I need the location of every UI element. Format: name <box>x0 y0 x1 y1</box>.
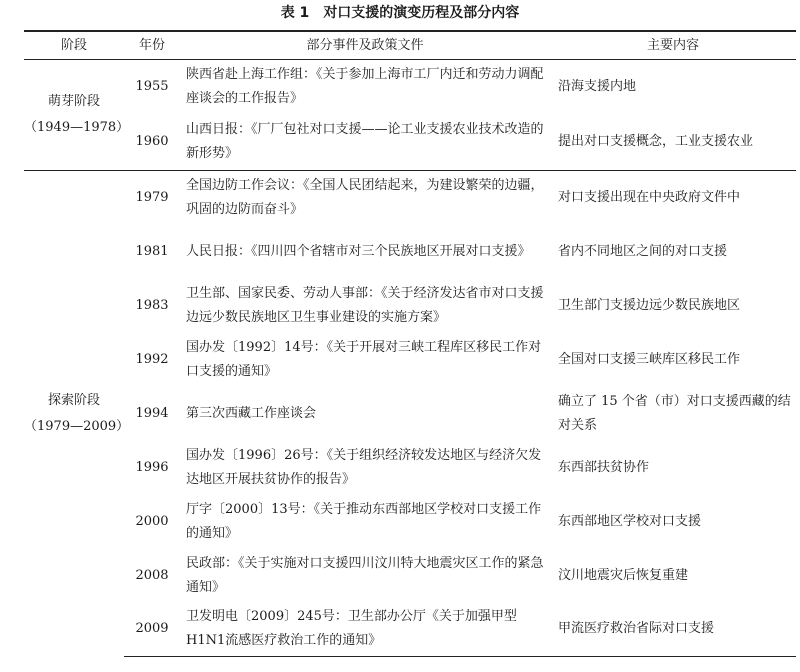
event-cell: 卫发明电〔2009〕245号：卫生部办公厅《关于加强甲型H1N1流感医疗救治工作的通知》 <box>180 603 550 657</box>
year-cell: 1994 <box>135 405 169 421</box>
main-content-cell: 提出对口支援概念，工业支援农业 <box>558 133 754 149</box>
event-cell: 国办发〔1992〕14号：《关于开展对三峡工程库区移民工作对口支援的通知》 <box>186 339 542 379</box>
table-row <box>24 279 796 333</box>
main-content-cell: 对口支援出现在中央政府文件中 <box>550 171 796 225</box>
stage-cell <box>24 171 130 657</box>
header-row <box>24 31 796 60</box>
table-row <box>24 387 796 441</box>
event-cell: 卫生部、国家民委、劳动人事部：《关于经济发达省市对口支援边远少数民族地区卫生事业建设的实施方案》 <box>186 285 544 325</box>
header-main: 主要内容 <box>550 31 796 60</box>
year-cell: 2000 <box>135 513 169 529</box>
table-row <box>24 114 796 171</box>
main-content-cell: 东西部地区学校对口支援 <box>558 513 702 529</box>
event-cell: 第三次西藏工作座谈会 <box>186 405 317 421</box>
stage-name: 萌芽阶段 <box>47 94 100 109</box>
year-cell: 1979 <box>124 171 180 225</box>
event-cell: 厅字〔2000〕13号：《关于推动东西部地区学校对口支援工作的通知》 <box>186 501 542 541</box>
event-cell: 民政部：《关于实施对口支援四川汶川特大地震灾区工作的紧急通知》 <box>186 555 544 595</box>
year-cell: 1983 <box>135 297 169 313</box>
year-cell: 1981 <box>135 243 169 259</box>
year-cell: 2009 <box>124 603 180 657</box>
year-cell: 1955 <box>135 78 169 94</box>
year-cell: 2008 <box>135 567 169 583</box>
table-row <box>24 495 796 549</box>
main-content-cell: 省内不同地区之间的对口支援 <box>558 243 728 259</box>
stage-period: （1979—2009） <box>24 418 130 434</box>
stage-period: （1949—1978） <box>24 120 130 135</box>
table-row <box>24 171 796 225</box>
stage-name: 探索阶段 <box>47 392 100 408</box>
stage-cell <box>24 60 130 171</box>
event-cell: 陕西省赴上海工作组：《关于参加上海市工厂内迁和劳动力调配座谈会的工作报告》 <box>186 66 544 106</box>
table-row <box>24 549 796 603</box>
table-row <box>24 225 796 279</box>
table-row <box>24 441 796 495</box>
main-content-cell: 甲流医疗救治省际对口支援 <box>550 603 796 657</box>
year-cell: 1996 <box>135 459 169 475</box>
event-cell: 人民日报：《四川四个省辖市对三个民族地区开展对口支援》 <box>186 243 531 259</box>
header-year: 年份 <box>124 31 180 60</box>
table-number: 表 1 <box>280 5 310 21</box>
table-row <box>24 603 796 657</box>
table-row <box>24 333 796 387</box>
event-cell: 国办发〔1996〕26号：《关于组织经济较发达地区与经济欠发达地区开展扶贫协作的报告》 <box>186 447 542 487</box>
table-row <box>24 60 796 114</box>
main-content-cell: 确立了 15 个省（市）对口支援西藏的结对关系 <box>558 393 791 433</box>
table-title: 对口支援的演变历程及部分内容 <box>323 5 520 21</box>
main-content-cell: 沿海支援内地 <box>558 78 637 94</box>
year-cell: 1960 <box>135 133 169 149</box>
year-cell: 1992 <box>135 351 169 367</box>
header-event: 部分事件及政策文件 <box>180 31 550 60</box>
main-content-cell: 全国对口支援三峡库区移民工作 <box>558 351 741 367</box>
main-content-cell: 东西部扶贫协作 <box>558 459 650 475</box>
main-content-cell: 汶川地震灾后恢复重建 <box>558 567 689 583</box>
main-content-cell: 卫生部门支援边远少数民族地区 <box>558 297 741 313</box>
table-caption <box>0 4 800 22</box>
policy-evolution-table <box>24 30 796 657</box>
header-stage: 阶段 <box>24 31 124 60</box>
event-cell: 全国边防工作会议：《全国人民团结起来，为建设繁荣的边疆，巩固的边防而奋斗》 <box>180 171 550 225</box>
event-cell: 山西日报：《厂厂包社对口支援——论工业支援农业技术改造的新形势》 <box>186 121 544 161</box>
